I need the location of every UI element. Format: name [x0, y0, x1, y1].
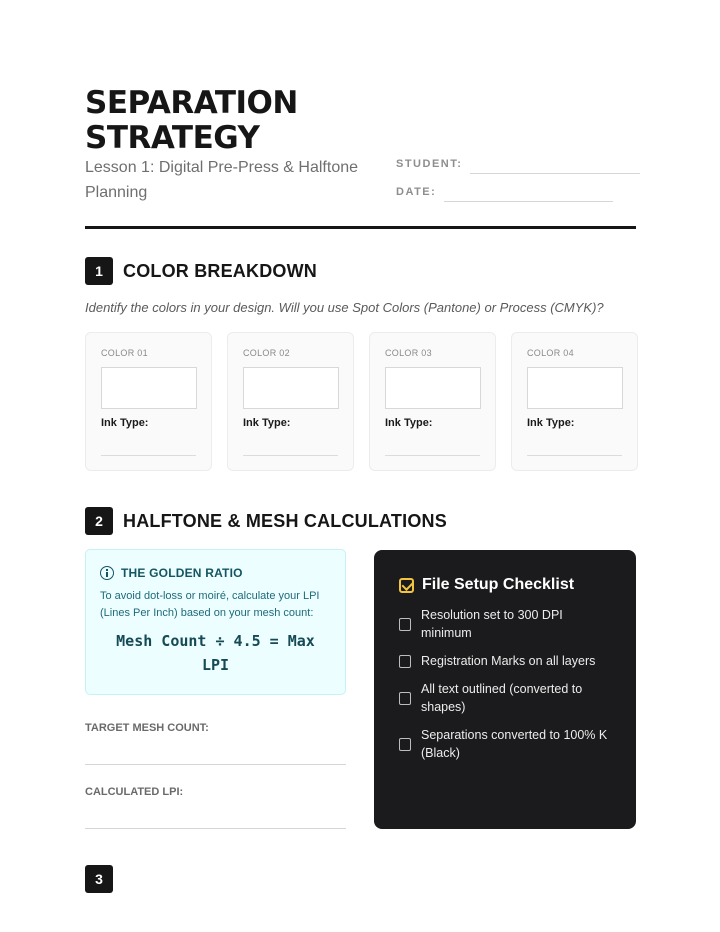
color-card — [227, 332, 354, 471]
checkbox[interactable] — [399, 738, 411, 751]
section-2-header — [85, 507, 447, 535]
golden-ratio-header — [100, 566, 331, 580]
title-line-1: SEPARATION — [85, 85, 298, 121]
color-card — [511, 332, 638, 471]
date-line[interactable] — [444, 201, 613, 202]
color-instructions: Identify the colors in your design. Will you use Spot Colors (Pantone) or Process (CMYK)? — [85, 300, 604, 315]
ink-type-line[interactable] — [385, 455, 480, 456]
golden-ratio-text: To avoid dot-loss or moiré, calculate your LPI (Lines Per Inch) based on your mesh count: — [100, 590, 320, 619]
checklist-item-text: Resolution set to 300 DPI minimum — [421, 608, 563, 640]
calculated-lpi-label: CALCULATED LPI: — [85, 786, 184, 798]
color-swatch-box[interactable] — [527, 367, 623, 409]
info-icon — [100, 566, 114, 580]
color-card — [85, 332, 212, 471]
checkbox-checked-icon — [399, 578, 414, 593]
lpi-formula: Mesh Count ÷ 4.5 = Max LPI — [116, 632, 315, 674]
student-field[interactable] — [396, 158, 640, 170]
checklist-item-text: Separations converted to 100% K (Black) — [421, 728, 608, 760]
color-card — [369, 332, 496, 471]
file-setup-checklist — [374, 550, 636, 829]
checklist-header — [399, 576, 636, 594]
section-3-header — [85, 865, 113, 893]
target-mesh-label: TARGET MESH COUNT: — [85, 722, 209, 734]
color-label: COLOR 02 — [243, 348, 290, 358]
checklist-item[interactable] — [399, 680, 636, 716]
section-2-title: HALFTONE & MESH CALCULATIONS — [123, 510, 447, 531]
section-1-title: COLOR BREAKDOWN — [123, 260, 317, 281]
checkbox[interactable] — [399, 618, 411, 631]
section-1-header — [85, 257, 317, 285]
section-1-number: 1 — [85, 257, 113, 285]
page-title — [85, 86, 385, 156]
lesson-subtitle: Lesson 1: Digital Pre-Press & Halftone Planning — [85, 159, 359, 201]
title-line-2: STRATEGY — [85, 120, 260, 156]
golden-ratio-callout — [85, 549, 346, 695]
ink-type-label: Ink Type: — [385, 417, 433, 429]
calculated-lpi-line[interactable] — [85, 828, 346, 829]
color-label: COLOR 04 — [527, 348, 574, 358]
color-swatch-box[interactable] — [101, 367, 197, 409]
student-label: STUDENT: — [396, 158, 463, 170]
checkbox[interactable] — [399, 692, 411, 705]
ink-type-line[interactable] — [243, 455, 338, 456]
checklist-item[interactable] — [399, 652, 636, 670]
student-line[interactable] — [470, 173, 640, 174]
checklist-item-text: Registration Marks on all layers — [421, 654, 596, 668]
checklist-item-text: All text outlined (converted to shapes) — [421, 682, 583, 714]
date-label: DATE: — [396, 186, 437, 198]
checklist-title: File Setup Checklist — [422, 576, 575, 593]
checklist-items — [399, 606, 636, 762]
section-2-number: 2 — [85, 507, 113, 535]
ink-type-label: Ink Type: — [101, 417, 149, 429]
date-field[interactable] — [396, 186, 613, 198]
target-mesh-line[interactable] — [85, 764, 346, 765]
checkbox[interactable] — [399, 655, 411, 668]
ink-type-label: Ink Type: — [243, 417, 291, 429]
color-swatch-box[interactable] — [385, 367, 481, 409]
checklist-item[interactable] — [399, 726, 636, 762]
checklist-item[interactable] — [399, 606, 636, 642]
color-label: COLOR 01 — [101, 348, 148, 358]
ink-type-line[interactable] — [527, 455, 622, 456]
ink-type-line[interactable] — [101, 455, 196, 456]
color-cards — [85, 332, 636, 471]
color-swatch-box[interactable] — [243, 367, 339, 409]
section-3-number: 3 — [85, 865, 113, 893]
ink-type-label: Ink Type: — [527, 417, 575, 429]
color-label: COLOR 03 — [385, 348, 432, 358]
golden-ratio-title: THE GOLDEN RATIO — [121, 566, 243, 580]
header-divider — [85, 226, 636, 229]
